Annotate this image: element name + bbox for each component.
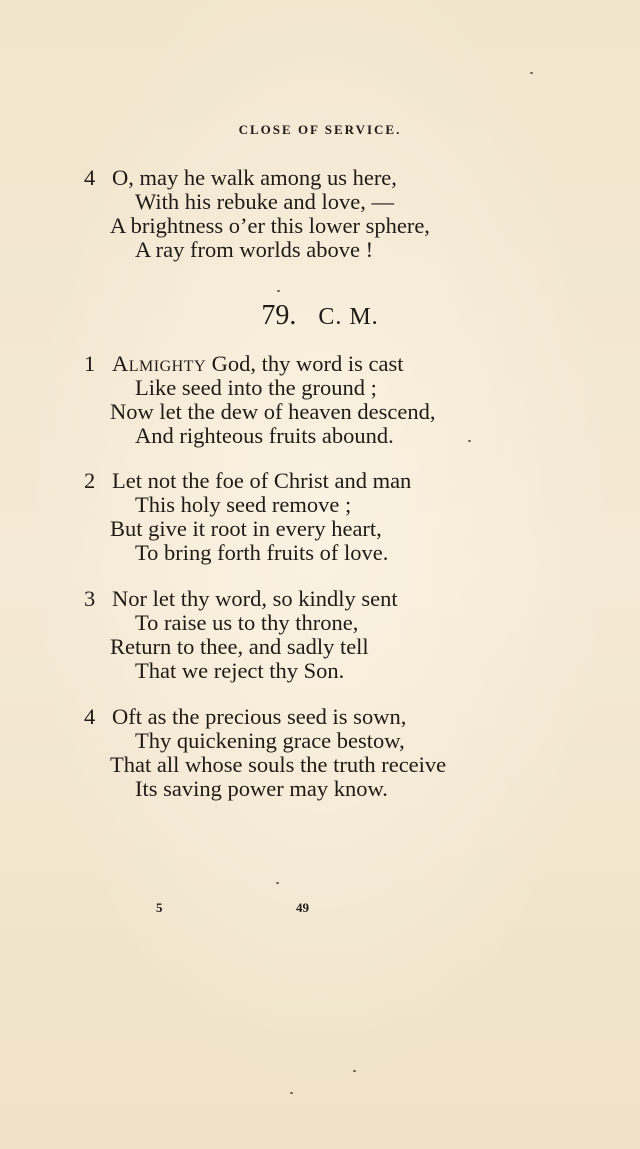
verse-line: This holy seed remove ; [135, 492, 352, 517]
verse-line: Like seed into the ground ; [135, 375, 377, 400]
running-head: CLOSE OF SERVICE. [238, 122, 402, 137]
paper-speck [276, 882, 279, 884]
stanza-number: 3 [84, 586, 96, 611]
verse-line: Let not the foe of Christ and man [112, 468, 412, 493]
paper-speck [290, 1092, 293, 1094]
paper-speck [277, 290, 280, 292]
verse-line: Now let the dew of heaven descend, [110, 399, 436, 424]
hymn-meter: C. M. [318, 304, 379, 330]
opening-word: Almighty [112, 351, 207, 376]
hymn-header [0, 300, 640, 332]
stanza-number: 4 [84, 704, 96, 729]
verse-line: A brightness o’er this lower sphere, [110, 213, 430, 238]
page-number: 49 [296, 900, 309, 915]
hymn-number: 79. [261, 300, 297, 331]
verse-line: Nor let thy word, so kindly sent [112, 586, 398, 611]
verse-line: To raise us to thy throne, [135, 610, 359, 635]
verse-line: Oft as the precious seed is sown, [112, 704, 407, 729]
verse-line: Return to thee, and sadly tell [110, 634, 369, 659]
paper-speck [468, 440, 471, 442]
paper-speck [530, 72, 533, 74]
verse-line-first [112, 352, 404, 376]
verse-line: Its saving power may know. [135, 776, 388, 801]
stanza-number: 2 [84, 468, 96, 493]
stanza-number: 4 [84, 165, 96, 190]
verse-line: To bring forth fruits of love. [135, 540, 389, 565]
verse-line: That all whose souls the truth receive [110, 752, 447, 777]
verse-line: And righteous fruits abound. [135, 423, 394, 448]
stanza-number: 1 [84, 351, 96, 376]
verse-line: A ray from worlds above ! [135, 237, 374, 262]
verse-line: O, may he walk among us here, [112, 165, 397, 190]
verse-line: That we reject thy Son. [135, 658, 345, 683]
verse-line: But give it root in every heart, [110, 516, 382, 541]
verse-line: With his rebuke and love, — [135, 189, 395, 214]
verse-line: Thy quickening grace bestow, [135, 728, 405, 753]
signature-mark: 5 [156, 900, 163, 915]
opening-rest: God, thy word is cast [206, 351, 404, 376]
paper-speck [353, 1070, 356, 1072]
